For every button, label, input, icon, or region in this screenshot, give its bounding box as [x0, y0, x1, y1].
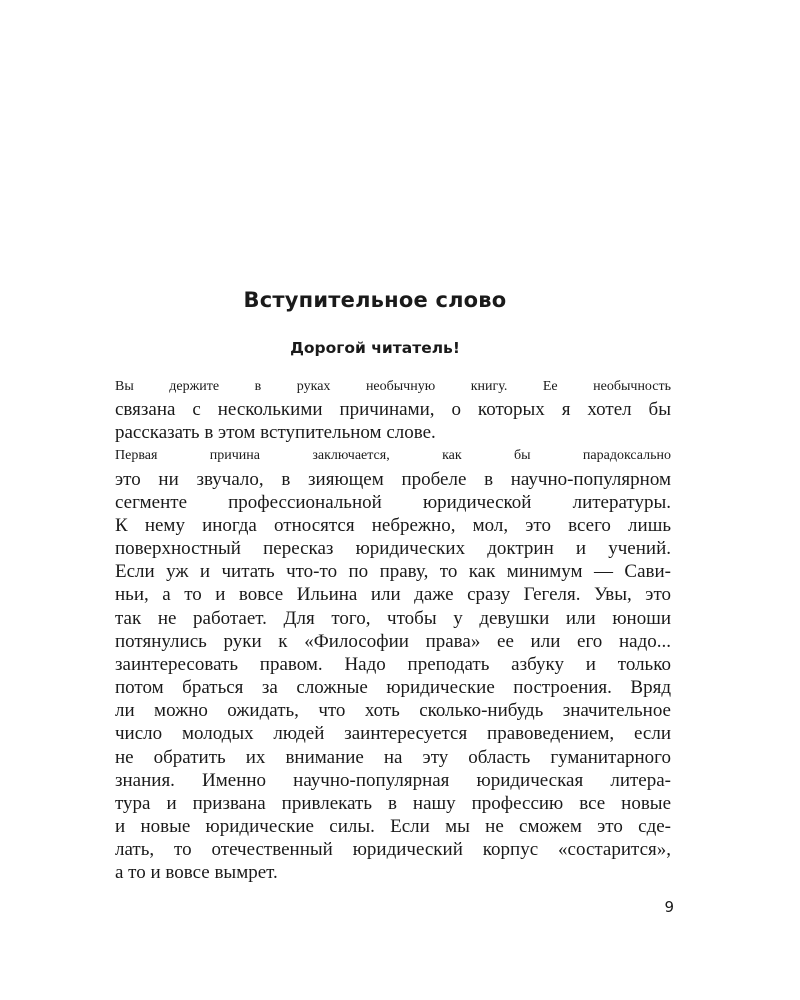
text-line: потом браться за сложные юридические построения. Вряд: [115, 677, 671, 699]
text-line: потянулись руки к «Философии права» ее или его надо...: [115, 630, 671, 652]
text-line: а то и вовсе вымрет.: [115, 862, 278, 884]
paragraph-1: [79, 375, 671, 444]
paragraph-2: [79, 444, 671, 884]
text-line: сегменте профессиональной юридической литературы.: [115, 491, 671, 513]
text-line: Вы держите в руках необычную книгу. Ее необычность: [115, 379, 671, 394]
text-line: Первая причина заключается, как бы парадоксально: [115, 448, 671, 464]
text-line: это ни звучало, в зияющем пробеле в научно-популярном: [115, 468, 671, 490]
chapter-title: Вступительное слово: [243, 288, 507, 312]
text-line: Если уж и читать что-то по праву, то как минимум — Сави-: [115, 561, 671, 583]
text-line: число молодых людей заинтересуется правоведением, если: [115, 723, 671, 745]
page-number: 9: [664, 898, 674, 916]
text-line: поверхностный пересказ юридических доктрин и учений.: [115, 538, 671, 560]
text-line: К нему иногда относятся небрежно, мол, это всего лишь: [115, 514, 671, 536]
text-line: и новые юридические силы. Если мы не сможем это сде-: [115, 815, 671, 837]
text-line: не обратить их внимание на эту область гуманитарного: [115, 746, 671, 768]
text-line: заинтересовать правом. Надо преподать азбуку и только: [115, 653, 671, 675]
text-line: ньи, а то и вовсе Ильина или даже сразу Гегеля. Увы, это: [115, 584, 671, 606]
text-line: знания. Именно научно-популярная юридическая литера-: [115, 769, 671, 791]
text-line: связана с несколькими причинами, о которых я хотел бы: [115, 399, 671, 421]
text-line: ли можно ожидать, что хоть сколько-нибудь значительное: [115, 700, 671, 722]
text-line: тура и призвана привлекать в нашу профессию все новые: [115, 792, 671, 814]
text-line: рассказать в этом вступительном слове.: [115, 422, 436, 444]
text-line: лать, то отечественный юридический корпус «состарится»,: [115, 839, 671, 861]
text-line: так не работает. Для того, чтобы у девушки или юноши: [115, 607, 671, 629]
body-text: [79, 375, 671, 884]
salutation: Дорогой читатель!: [290, 339, 460, 357]
